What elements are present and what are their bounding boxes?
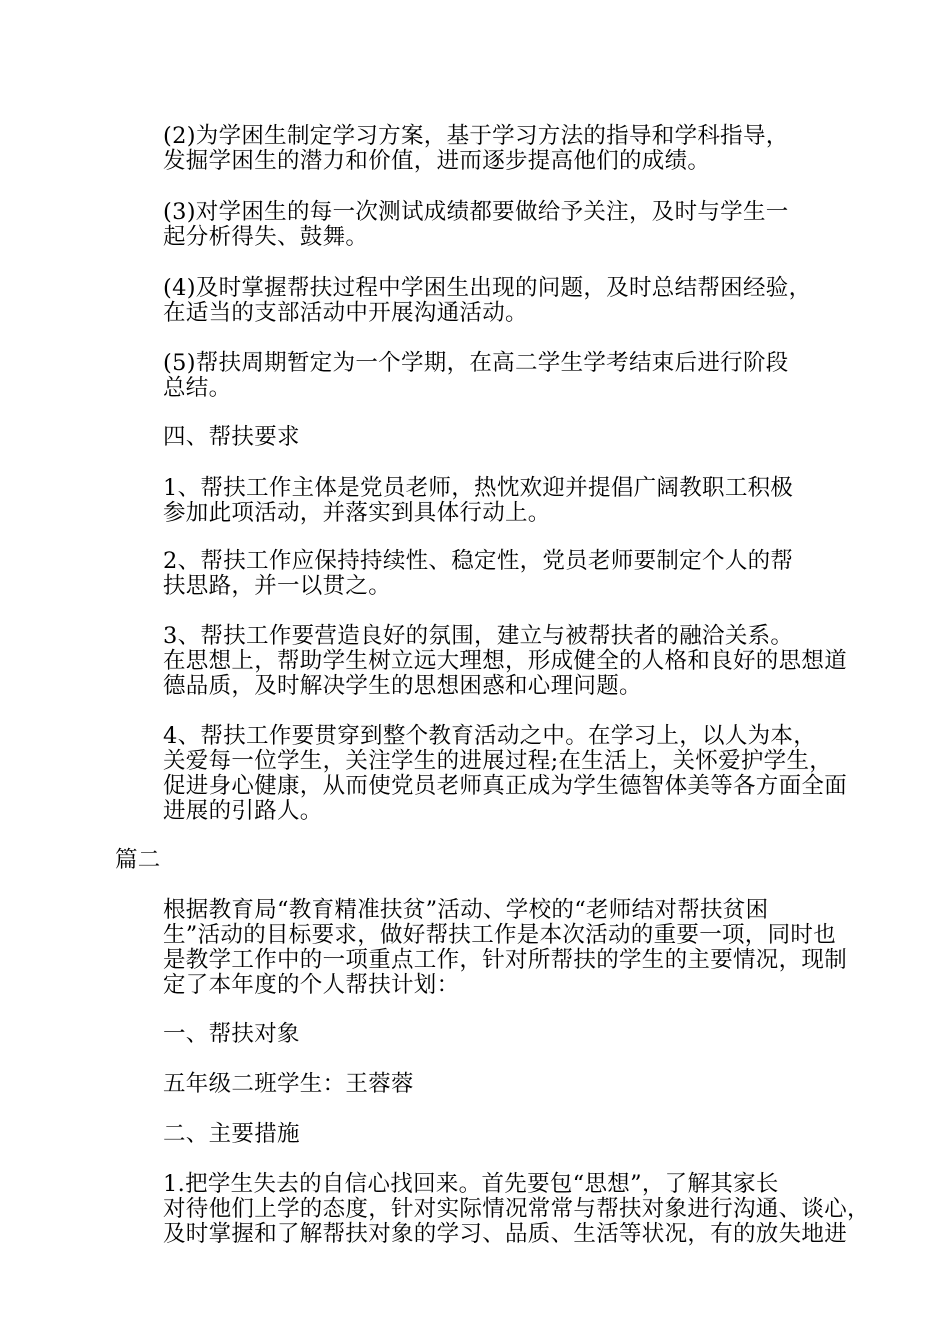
text-line: (2)为学困生制定学习方案，基于学习方法的指导和学科指导， xyxy=(163,123,789,149)
text-line: 总结。 xyxy=(163,375,232,401)
text-line: 3、帮扶工作要营造良好的氛围，建立与被帮扶者的融洽关系。 xyxy=(163,623,794,649)
paragraph-measure-3 xyxy=(115,200,840,250)
paragraph-intro xyxy=(115,897,848,998)
text-line: 五年级二班学生：王蓉蓉 xyxy=(163,1071,414,1097)
paragraph-measure-5 xyxy=(115,351,840,401)
text-line: 1.把学生失去的自信心找回来。首先要包“思想”，了解其家长 xyxy=(163,1171,779,1197)
text-line: 1、帮扶工作主体是党员老师，热忱欢迎并提倡广阔教职工积极 xyxy=(163,475,794,501)
text-line: 关爱每一位学生，关注学生的进展过程;在生活上，关怀爱护学生， xyxy=(163,748,833,774)
text-line: 4、帮扶工作要贯穿到整个教育活动之中。在学习上，以人为本， xyxy=(163,723,817,749)
text-line: 生”活动的目标要求，做好帮扶工作是本次活动的重要一项，同时也 xyxy=(163,922,837,948)
paragraph-requirement-1 xyxy=(115,476,840,526)
text-line: 德品质，及时解决学生的思想困惑和心理问题。 xyxy=(163,673,642,699)
text-line: 是教学工作中的一项重点工作，针对所帮扶的学生的主要情况，现制 xyxy=(163,947,848,973)
text-line: 根据教育局“教育精准扶贫”活动、学校的“老师结对帮扶贫困 xyxy=(163,897,769,923)
section-heading-requirements xyxy=(115,425,840,450)
text-line: (4)及时掌握帮扶过程中学困生出现的问题，及时总结帮困经验， xyxy=(163,275,812,301)
paragraph-requirement-4 xyxy=(115,723,848,824)
text-line: 扶思路，并一以贯之。 xyxy=(163,573,392,599)
text-line: (5)帮扶周期暂定为一个学期，在高二学生学考结束后进行阶段 xyxy=(163,350,789,376)
text-line: 在适当的支部活动中开展沟通活动。 xyxy=(163,300,528,326)
text-line: 二、主要措施 xyxy=(163,1121,300,1147)
text-line: (3)对学困生的每一次测试成绩都要做给予关注，及时与学生一 xyxy=(163,199,789,225)
paragraph-requirement-2 xyxy=(115,549,840,599)
paragraph-measure-1-confidence xyxy=(115,1171,870,1247)
paragraph-measure-2 xyxy=(115,124,840,174)
text-line: 参加此项活动，并落实到具体行动上。 xyxy=(163,500,551,526)
paragraph-measure-4 xyxy=(115,276,840,326)
text-line: 定了本年度的个人帮扶计划： xyxy=(163,972,460,998)
text-line: 促进身心健康，从而使党员老师真正成为学生德智体美等各方面全面 xyxy=(163,773,848,799)
text-line: 起分析得失、鼓舞。 xyxy=(163,224,369,250)
text-line: 四、帮扶要求 xyxy=(163,424,300,450)
section-title-part-two xyxy=(115,848,840,873)
text-line: 在思想上，帮助学生树立远大理想，形成健全的人格和良好的思想道 xyxy=(163,648,848,674)
text-line: 发掘学困生的潜力和价值，进而逐步提高他们的成绩。 xyxy=(163,148,711,174)
text-line: 及时掌握和了解帮扶对象的学习、品质、生活等状况，有的放失地进 xyxy=(163,1221,848,1247)
text-line: 对待他们上学的态度，针对实际情况常常与帮扶对象进行沟通、谈心， xyxy=(163,1196,870,1222)
paragraph-requirement-3 xyxy=(115,623,848,699)
text-line: 2、帮扶工作应保持持续性、稳定性，党员老师要制定个人的帮 xyxy=(163,548,794,574)
section-heading-measures xyxy=(115,1122,840,1147)
text-line: 进展的引路人。 xyxy=(163,798,323,824)
paragraph-target-student xyxy=(115,1072,840,1097)
text-line: 一、帮扶对象 xyxy=(163,1021,300,1047)
section-heading-target xyxy=(115,1022,840,1047)
text-line: 篇二 xyxy=(115,847,161,873)
